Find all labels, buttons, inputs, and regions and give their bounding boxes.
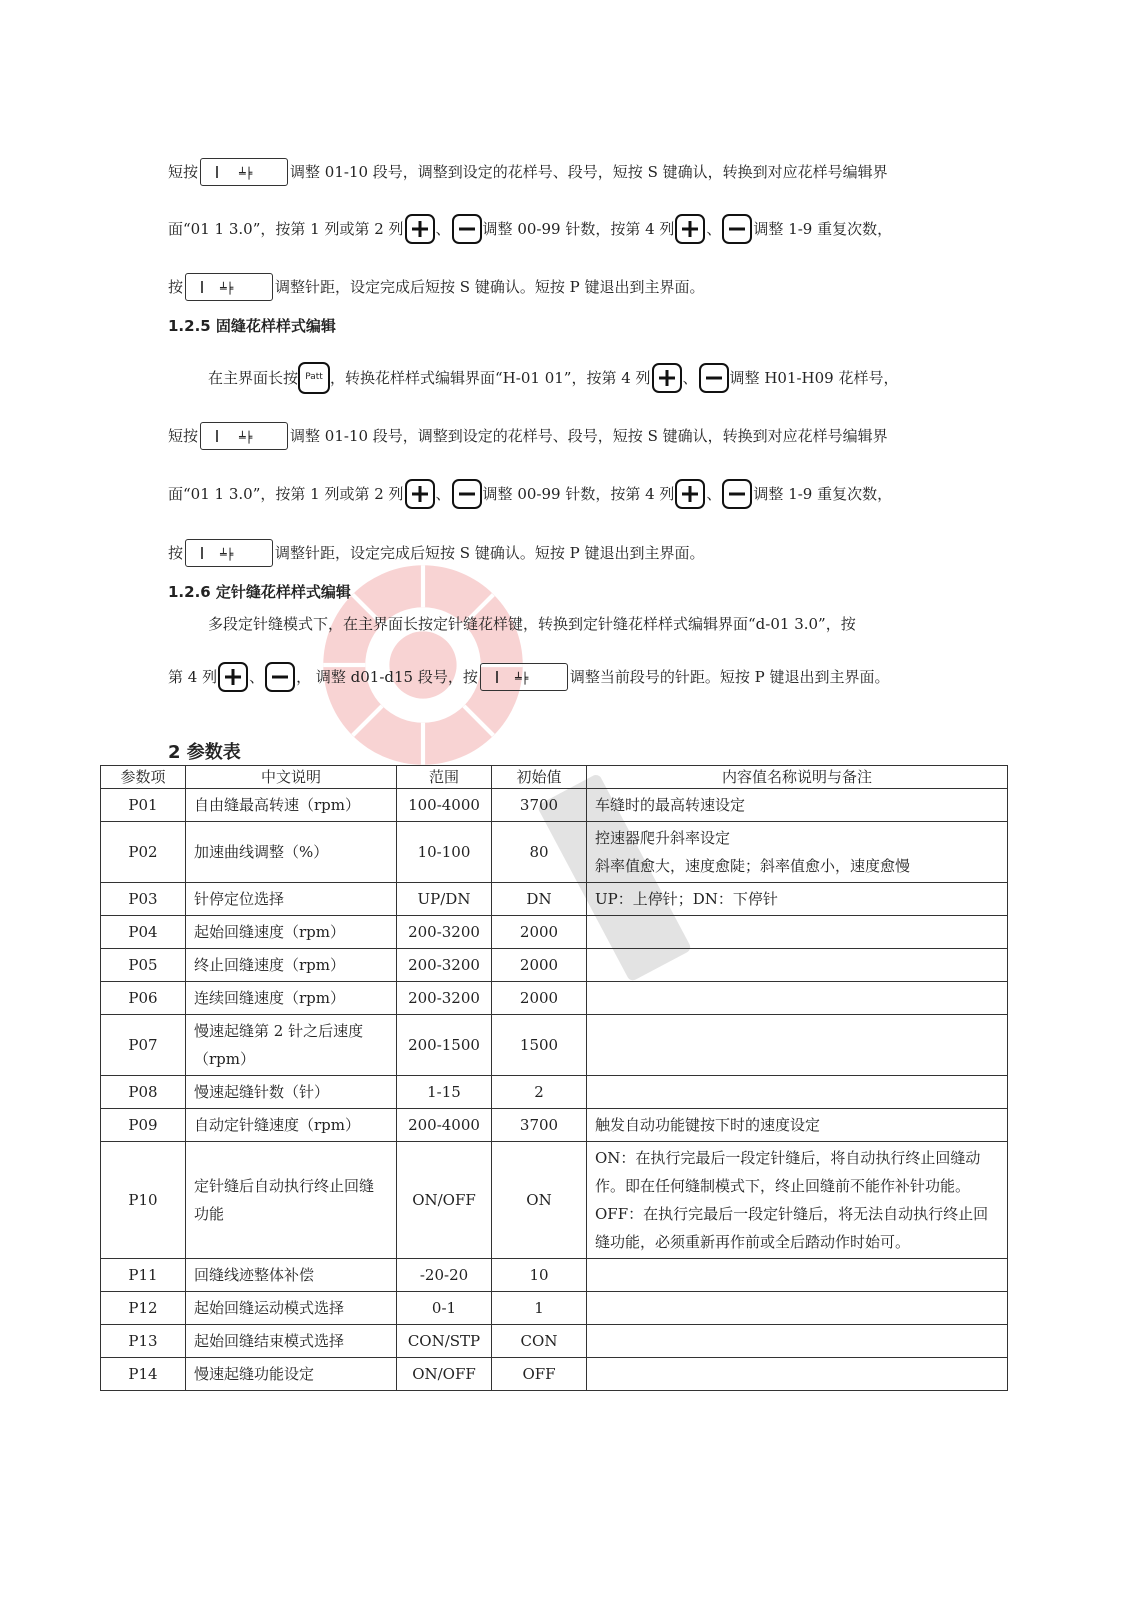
- param-range-cell: 200-3200: [397, 916, 492, 949]
- param-init-cell: 2: [492, 1076, 587, 1109]
- sec125-line1: 短按 ╧╞ 调整 01-10 段号，调整到设定的花样号、段号，短按 S 键确认，转换到对应花样号编辑界: [168, 420, 888, 451]
- table-row: [101, 1142, 1008, 1259]
- para1-line2: 面“01 1 3.0”，按第 1 列或第 2 列 、 调整 00-99 针数，按第 4 列 、 调整 1-9 重复次数，: [168, 213, 892, 244]
- table-row: [101, 1292, 1008, 1325]
- minus-key-icon: [722, 479, 752, 509]
- plus-key-icon: [405, 214, 435, 244]
- header-cell: 中文说明: [186, 766, 397, 789]
- table-row: [101, 822, 1008, 883]
- param-id-cell: P06: [101, 982, 186, 1015]
- sec126-line1: 多段定针缝模式下，在主界面长按定针缝花样键，转换到定针缝花样样式编辑界面“d-01 3.0”，按: [208, 615, 856, 633]
- note-line: OFF：在执行完最后一段定针缝后，将无法自动执行终止回缝功能，必须重新再作前或全后踏动作时始可。: [595, 1205, 989, 1251]
- param-init-cell: 10: [492, 1259, 587, 1292]
- param-init-cell: 80: [492, 822, 587, 883]
- param-init-cell: 1500: [492, 1015, 587, 1076]
- param-desc-cell: 起始回缝速度（rpm）: [186, 916, 397, 949]
- header-cell: 内容值名称说明与备注: [587, 766, 1008, 789]
- param-range-cell: 200-3200: [397, 982, 492, 1015]
- section-2-title: 2 参数表: [168, 742, 241, 763]
- plus-key-icon: [652, 363, 682, 393]
- patt-key-icon: Patt: [298, 362, 330, 394]
- param-init-cell: ON: [492, 1142, 587, 1259]
- param-id-cell: P05: [101, 949, 186, 982]
- param-id-cell: P13: [101, 1325, 186, 1358]
- param-init-cell: DN: [492, 883, 587, 916]
- param-note-cell: [587, 1015, 1008, 1076]
- table-row: [101, 1109, 1008, 1142]
- svg-text:╧╞: ╧╞: [514, 672, 529, 685]
- param-range-cell: 10-100: [397, 822, 492, 883]
- param-init-cell: 2000: [492, 949, 587, 982]
- param-init-cell: 1: [492, 1292, 587, 1325]
- minus-key-icon: [699, 363, 729, 393]
- table-row: [101, 1015, 1008, 1076]
- svg-text:╧╞: ╧╞: [220, 548, 234, 561]
- param-note-cell: [587, 1142, 1008, 1259]
- sec125-line2: 面“01 1 3.0”，按第 1 列或第 2 列 、 调整 00-99 针数，按第 4 列 、 调整 1-9 重复次数，: [168, 478, 892, 509]
- param-desc-cell: 自动定针缝速度（rpm）: [186, 1109, 397, 1142]
- header-cell: 初始值: [492, 766, 587, 789]
- table-row: [101, 1259, 1008, 1292]
- param-desc-cell: 起始回缝运动模式选择: [186, 1292, 397, 1325]
- svg-text:╧╞: ╧╞: [239, 167, 253, 180]
- param-note-cell: [587, 1076, 1008, 1109]
- minus-key-icon: [452, 214, 482, 244]
- param-note-cell: [587, 822, 1008, 883]
- param-range-cell: UP/DN: [397, 883, 492, 916]
- param-desc-cell: 回缝线迹整体补偿: [186, 1259, 397, 1292]
- table-row: [101, 1076, 1008, 1109]
- table-header-row: [101, 766, 1008, 789]
- param-init-cell: 3700: [492, 789, 587, 822]
- table-row: [101, 1358, 1008, 1391]
- param-id-cell: P03: [101, 883, 186, 916]
- param-init-cell: 2000: [492, 916, 587, 949]
- svg-text:╧╞: ╧╞: [239, 431, 253, 444]
- param-id-cell: P14: [101, 1358, 186, 1391]
- param-desc-cell: 慢速起缝针数（针）: [186, 1076, 397, 1109]
- note-line: UP：上停针；DN：下停针: [595, 890, 778, 908]
- param-note-cell: [587, 916, 1008, 949]
- param-id-cell: P09: [101, 1109, 186, 1142]
- note-line: 控速器爬升斜率设定: [595, 829, 731, 847]
- param-range-cell: ON/OFF: [397, 1142, 492, 1259]
- plus-key-icon: [405, 479, 435, 509]
- param-id-cell: P07: [101, 1015, 186, 1076]
- param-note-cell: [587, 789, 1008, 822]
- param-note-cell: [587, 883, 1008, 916]
- param-desc-cell: 针停定位选择: [186, 883, 397, 916]
- table-row: [101, 1325, 1008, 1358]
- param-note-cell: [587, 1109, 1008, 1142]
- param-init-cell: CON: [492, 1325, 587, 1358]
- plus-key-icon: [675, 479, 705, 509]
- stitch-length-key-icon: [480, 663, 568, 691]
- section-1-2-6-title: 1.2.6 定针缝花样样式编辑: [168, 583, 351, 601]
- param-id-cell: P10: [101, 1142, 186, 1259]
- section-1-2-5-title: 1.2.5 固缝花样样式编辑: [168, 317, 336, 335]
- param-range-cell: CON/STP: [397, 1325, 492, 1358]
- sec125-line0: 在主界面长按 Patt ，转换花样样式编辑界面“H-01 01”，按第 4 列 、 调整 H01-H09 花样号，: [208, 362, 899, 394]
- param-note-cell: [587, 1325, 1008, 1358]
- param-id-cell: P08: [101, 1076, 186, 1109]
- param-desc-cell: 慢速起缝第 2 针之后速度（rpm）: [186, 1015, 397, 1076]
- param-note-cell: [587, 1358, 1008, 1391]
- note-line: ON：在执行完最后一段定针缝后，将自动执行终止回缝动作。即在任何缝制模式下，终止回缝前不能作补针功能。: [595, 1149, 981, 1195]
- param-desc-cell: 加速曲线调整（%）: [186, 822, 397, 883]
- param-id-cell: P02: [101, 822, 186, 883]
- param-range-cell: 1-15: [397, 1076, 492, 1109]
- param-desc-cell: 终止回缝速度（rpm）: [186, 949, 397, 982]
- param-note-cell: [587, 1259, 1008, 1292]
- plus-key-icon: [675, 214, 705, 244]
- param-range-cell: 200-4000: [397, 1109, 492, 1142]
- param-range-cell: -20-20: [397, 1259, 492, 1292]
- table-row: [101, 916, 1008, 949]
- param-range-cell: ON/OFF: [397, 1358, 492, 1391]
- stitch-length-key-icon: [185, 539, 273, 567]
- parameter-table: [100, 765, 1008, 1391]
- header-cell: 范围: [397, 766, 492, 789]
- plus-key-icon: [218, 662, 248, 692]
- segment-key-icon: [200, 422, 288, 450]
- minus-key-icon: [722, 214, 752, 244]
- param-desc-cell: 自由缝最高转速（rpm）: [186, 789, 397, 822]
- para1-line3: 按 ╧╞ 调整针距，设定完成后短按 S 键确认。短按 P 键退出到主界面。: [168, 271, 704, 302]
- param-id-cell: P12: [101, 1292, 186, 1325]
- param-init-cell: OFF: [492, 1358, 587, 1391]
- param-id-cell: P11: [101, 1259, 186, 1292]
- note-line: 斜率值愈大，速度愈陡；斜率值愈小，速度愈慢: [595, 857, 911, 875]
- param-note-cell: [587, 949, 1008, 982]
- minus-key-icon: [452, 479, 482, 509]
- sec125-line3: 按 ╧╞ 调整针距，设定完成后短按 S 键确认。短按 P 键退出到主界面。: [168, 537, 704, 568]
- table-row: [101, 982, 1008, 1015]
- param-note-cell: [587, 1292, 1008, 1325]
- table-row: [101, 789, 1008, 822]
- svg-text:╧╞: ╧╞: [220, 282, 234, 295]
- param-id-cell: P04: [101, 916, 186, 949]
- table-row: [101, 949, 1008, 982]
- param-desc-cell: 起始回缝结束模式选择: [186, 1325, 397, 1358]
- note-line: 触发自动功能键按下时的速度设定: [595, 1116, 821, 1134]
- segment-key-icon: [200, 158, 288, 186]
- param-init-cell: 3700: [492, 1109, 587, 1142]
- note-line: 车缝时的最高转速设定: [595, 796, 746, 814]
- param-range-cell: 100-4000: [397, 789, 492, 822]
- param-desc-cell: 连续回缝速度（rpm）: [186, 982, 397, 1015]
- param-range-cell: 200-3200: [397, 949, 492, 982]
- param-range-cell: 0-1: [397, 1292, 492, 1325]
- param-range-cell: 200-1500: [397, 1015, 492, 1076]
- sec126-line2: 第 4 列 、 ， 调整 d01-d15 段号，按 ╧╞ 调整当前段号的针距。短按 P 键退出到主界面。: [168, 661, 890, 692]
- header-cell: 参数项: [101, 766, 186, 789]
- para1-line1: 短按 ╧╞ 调整 01-10 段号，调整到设定的花样号、段号，短按 S 键确认，转换到对应花样号编辑界: [168, 156, 888, 187]
- param-id-cell: P01: [101, 789, 186, 822]
- param-desc-cell: 慢速起缝功能设定: [186, 1358, 397, 1391]
- param-desc-cell: 定针缝后自动执行终止回缝功能: [186, 1142, 397, 1259]
- stitch-length-key-icon: [185, 273, 273, 301]
- param-note-cell: [587, 982, 1008, 1015]
- param-init-cell: 2000: [492, 982, 587, 1015]
- minus-key-icon: [265, 662, 295, 692]
- table-row: [101, 883, 1008, 916]
